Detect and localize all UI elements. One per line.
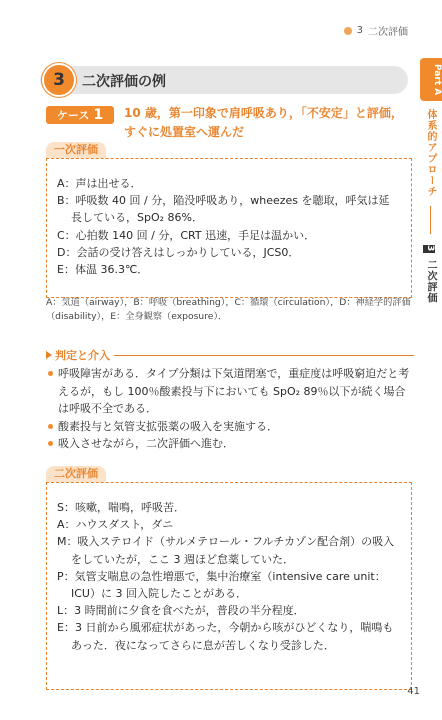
side-tab-chapter-number: 3 xyxy=(425,245,435,253)
judgment-item: 酸素投与と気管支拡張薬の吸入を実施する． xyxy=(46,418,416,436)
triangle-marker-icon xyxy=(46,351,52,359)
judgment-item: 呼吸障害がある．タイプ分類は下気道閉塞で，重症度は呼吸窮迫だと考えるが，もし 100％酸素投与下においても SpO₂ 89％以下が続く場合は呼吸不全である． xyxy=(46,365,416,418)
running-header-number: 3 xyxy=(356,25,363,36)
secondary-row-l: L：3 時間前に夕食を食べたが，普段の半分程度． xyxy=(57,604,305,618)
side-tab-part: Part A xyxy=(420,58,442,101)
running-header-title: 二次評価 xyxy=(368,27,408,38)
case-title: 10 歳，第一印象で肩呼吸あり，「不安定」と評価，すぐに処置室へ運んだ xyxy=(124,106,403,139)
section-title: 二次評価の例 xyxy=(82,74,166,90)
secondary-row-p: P：気管支喘息の急性増悪で，集中治療室（intensive care unit：ICU）に 3 回入院したことがある． xyxy=(57,569,386,601)
bullet-dot-icon xyxy=(344,27,352,35)
case-label: ケース xyxy=(56,109,90,122)
side-tab-divider xyxy=(430,206,431,234)
primary-assessment-box xyxy=(46,158,412,298)
primary-row-b: B：呼吸数 40 回 / 分，陥没呼吸あり，wheezes を聴取，呼気は延長している，SpO₂ 86%． xyxy=(57,194,390,225)
secondary-assessment-box xyxy=(46,482,412,690)
primary-row-d: D：会話の受け答えはしっかりしている，JCS0． xyxy=(57,245,300,259)
secondary-assessment-tab: 二次評価 xyxy=(46,466,106,482)
case-badge xyxy=(46,106,114,124)
page-number: 41 xyxy=(407,686,420,697)
judgment-heading-label: 判定と介入 xyxy=(55,349,110,362)
primary-row-e: E：体温 36.3℃． xyxy=(57,263,149,277)
abbreviation-note: A：気道（airway），B：呼吸（breathing），C：循環（circulation），D：神経学的評価（disability），E：全身観察（exposure）． xyxy=(46,297,411,322)
primary-row-a: A：声は出せる． xyxy=(57,177,142,190)
secondary-row-e: E：3 日前から風邪症状があった，今朝から咳がひどくなり，喘鳴もあった．夜になってさらに息が苦しくなり受診した． xyxy=(57,621,394,652)
side-tab xyxy=(420,58,442,304)
secondary-row-m: M：吸入ステロイド（サルメテロール・フルチカゾン配合剤）の吸入をしていたが，ここ 3 週ほど怠薬していた． xyxy=(57,535,395,566)
section-number-badge: 3 xyxy=(42,63,76,97)
secondary-row-a: A：ハウスダスト，ダニ xyxy=(57,518,174,532)
running-header xyxy=(344,23,408,38)
judgment-list xyxy=(46,365,416,453)
judgment-heading xyxy=(46,347,414,363)
side-tab-label-text: 体系的アプローチ xyxy=(425,109,436,198)
side-tab-label xyxy=(423,109,438,304)
primary-assessment-tab: 一次評価 xyxy=(46,142,106,158)
judgment-item: 吸入させながら，二次評価へ進む． xyxy=(46,435,416,453)
secondary-row-s: S：咳嗽，喘鳴，呼吸苦． xyxy=(57,501,185,514)
primary-row-c: C：心拍数 140 回 / 分，CRT 迅速，手足は温かい． xyxy=(57,228,316,242)
case-number: 1 xyxy=(93,107,104,123)
side-tab-chapter-title: 二次評価 xyxy=(425,260,436,304)
judgment-heading-rule xyxy=(114,355,414,356)
